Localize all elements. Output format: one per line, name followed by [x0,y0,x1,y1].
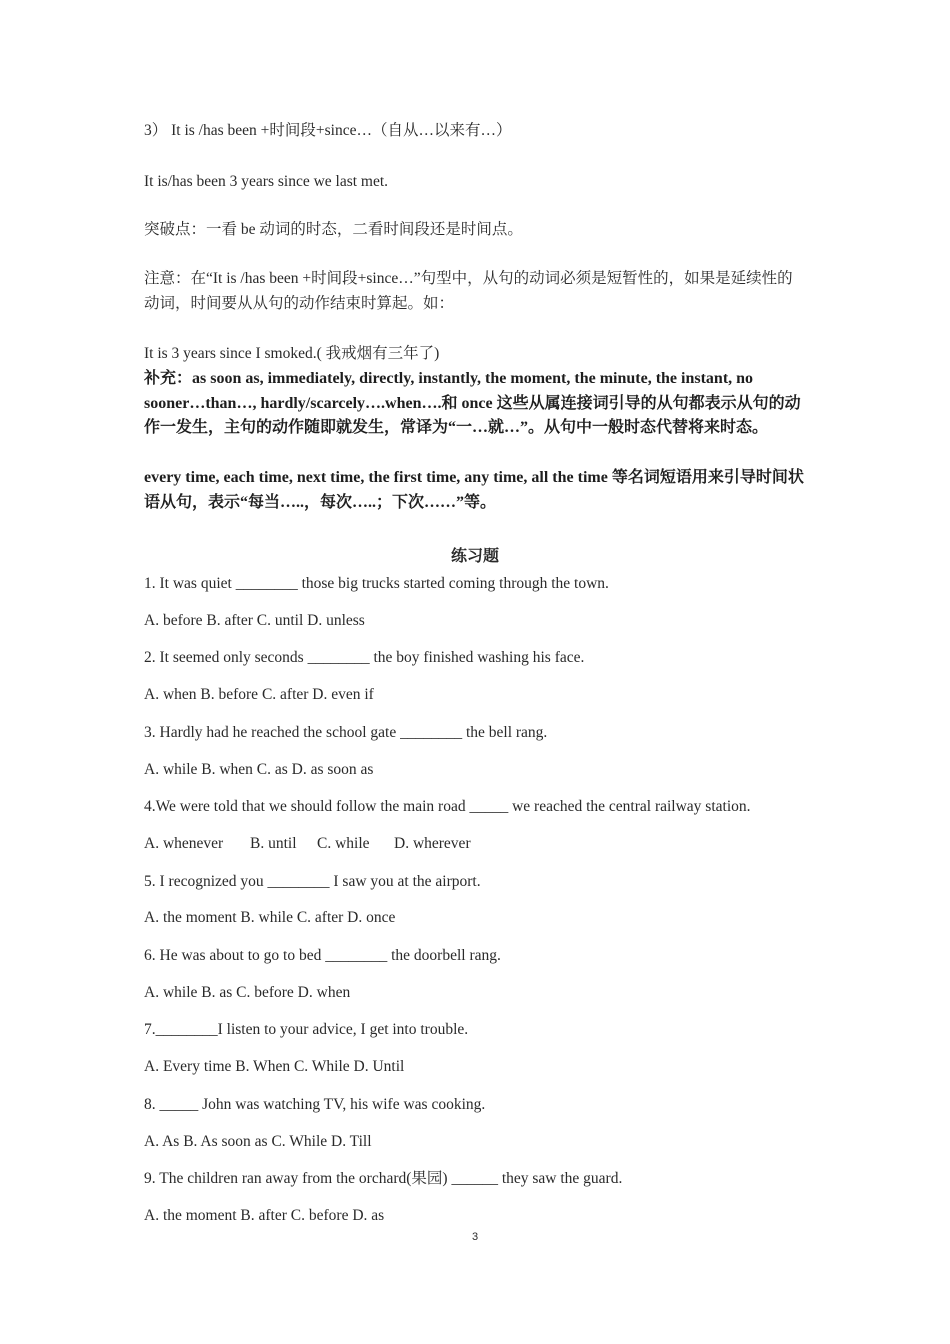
rule3-note-example: It is 3 years since I smoked.( 我戒烟有三年了) [144,345,440,362]
options-3: A. while B. when C. as D. as soon as [144,761,374,778]
question-7: 7.________I listen to your advice, I get into trouble. [144,1021,469,1038]
options-9: A. the moment B. after C. before D. as [144,1207,385,1224]
options-6: A. while B. as C. before D. when [144,984,351,1001]
question-9: 9. The children ran away from the orchard(果园) ______ they saw the guard. [144,1170,623,1187]
question-3: 3. Hardly had he reached the school gate ________ the bell rang. [144,724,548,741]
options-7: A. Every time B. When C. While D. Until [144,1058,405,1075]
question-1: 1. It was quiet ________ those big trucks started coming through the town. [144,575,609,592]
question-8: 8. _____ John was watching TV, his wife was cooking. [144,1096,486,1113]
page-number: 3 [471,1231,479,1243]
question-4: 4.We were told that we should follow the main road _____ we reached the central railway station. [144,798,751,815]
rule3-note: 注意：在“It is /has been +时间段+since…”句型中，从句的动词必须是短暂性的，如果是延续性的动词，时间要从从句的动作结束时算起。如： [144,270,793,312]
exercises-title: 练习题 [450,548,499,565]
options-5: A. the moment B. while C. after D. once [144,909,396,926]
question-5: 5. I recognized you ________ I saw you at the airport. [144,873,481,890]
rule3-heading: 3） It is /has been +时间段+since…（自从…以来有…） [144,122,512,139]
options-2: A. when B. before C. after D. even if [144,686,374,703]
rule3-example: It is/has been 3 years since we last met. [144,173,389,190]
options-8: A. As B. As soon as C. While D. Till [144,1133,372,1150]
options-4 [144,834,471,854]
supplement-paragraph-2: every time, each time, next time, the first time, any time, all the time 等名词短语用来引导时间状语从句，表示“每当…..，每次…..；下次……”等。 [144,469,804,511]
option-4b: B. until [250,835,297,852]
option-4c: C. while [317,835,370,852]
question-6: 6. He was about to go to bed ________ the doorbell rang. [144,947,501,964]
supplement-paragraph: 补充：as soon as, immediately, directly, instantly, the moment, the minute, the instant, no sooner…than…, hardly/scarcely….when….和 once 这些从属连接词引导的从句都表示从句的动作一发生，主句的动作随即就发生，常译为“一…就…”。从句中一般时态代替将来时态。 [144,370,801,437]
option-4a: A. whenever [144,835,224,852]
options-1: A. before B. after C. until D. unless [144,612,365,629]
option-4d: D. wherever [394,835,471,852]
question-2: 2. It seemed only seconds ________ the boy finished washing his face. [144,649,585,666]
rule3-breakthrough: 突破点：一看 be 动词的时态，二看时间段还是时间点。 [144,221,523,238]
